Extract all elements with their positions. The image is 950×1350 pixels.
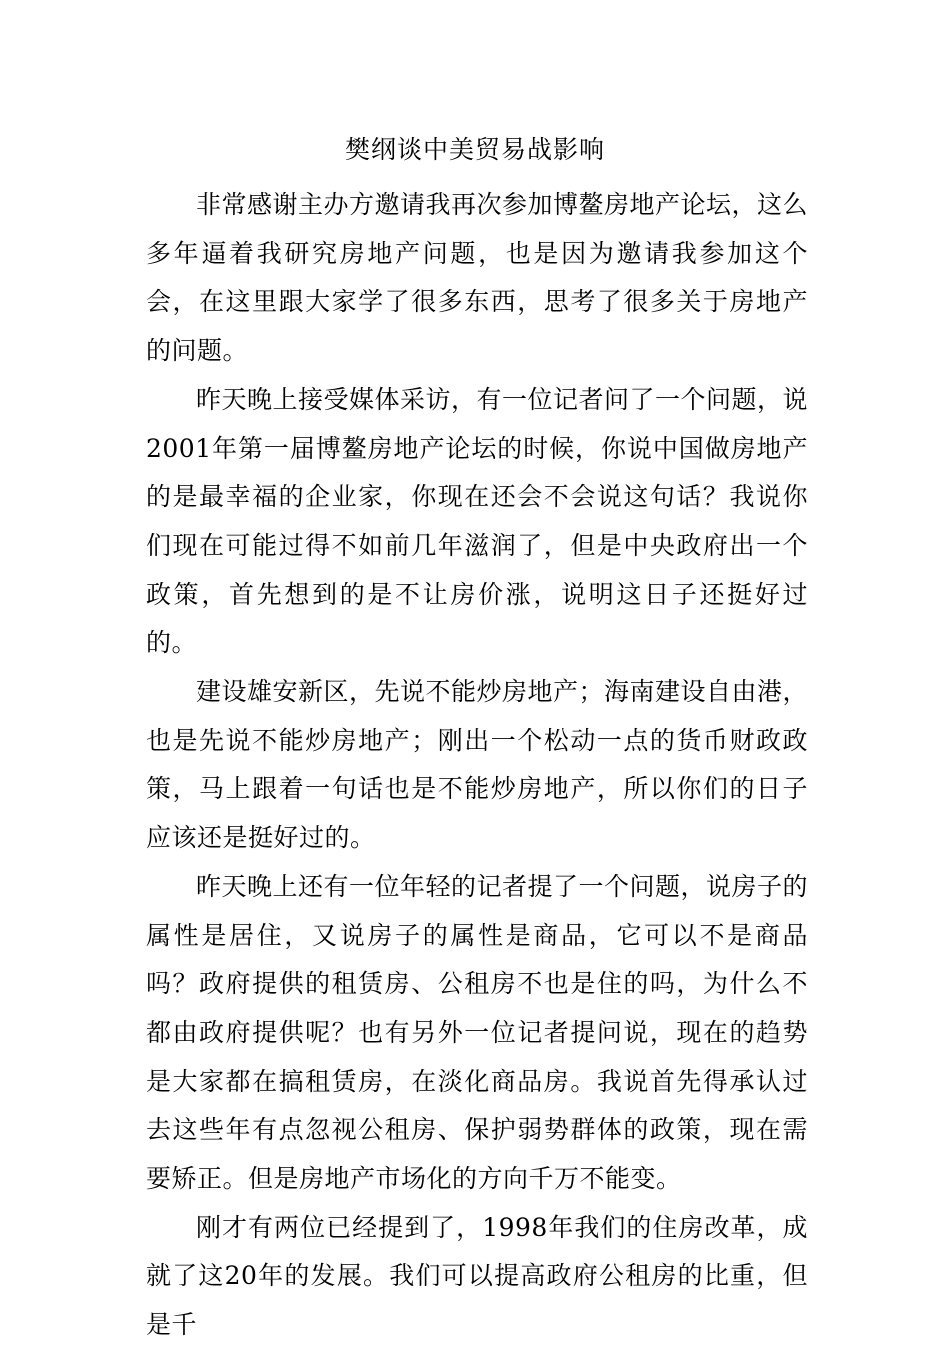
paragraph-1: 非常感谢主办方邀请我再次参加博鳌房地产论坛，这么多年逼着我研究房地产问题，也是因为邀请我参加这个会，在这里跟大家学了很多东西，思考了很多关于房地产的问题。 (146, 190, 809, 366)
paragraph-5: 刚才有两位已经提到了，1998年我们的住房改革，成就了这20年的发展。我们可以提高政府公租房的比重，但是千 (146, 1212, 808, 1340)
paragraph-2: 昨天晚上接受媒体采访，有一位记者问了一个问题，说2001年第一届博鳌房地产论坛的时候，你说中国做房地产的是最幸福的企业家，你现在还会不会说这句话？我说你们现在可能过得不如前几年滋润了，但是中央政府出一个政策，首先想到的是不让房价涨，说明这日子还挺好过的。 (146, 384, 809, 658)
document-body (146, 181, 808, 1350)
paragraph-4: 昨天晚上还有一位年轻的记者提了一个问题，说房子的属性是居住，又说房子的属性是商品，它可以不是商品吗？政府提供的租赁房、公租房不也是住的吗，为什么不都由政府提供呢？也有另外一位记者提问说，现在的趋势是大家都在搞租赁房，在淡化商品房。我说首先得承认过去这些年有点忽视公租房、保护弱势群体的政策，现在需要矫正。但是房地产市场化的方向千万不能变。 (146, 871, 809, 1194)
paragraph-3: 建设雄安新区，先说不能炒房地产；海南建设自由港，也是先说不能炒房地产；刚出一个松动一点的货币财政政策，马上跟着一句话也是不能炒房地产，所以你们的日子应该还是挺好过的。 (146, 677, 809, 853)
document-title: 樊纲谈中美贸易战影响 (344, 135, 605, 164)
